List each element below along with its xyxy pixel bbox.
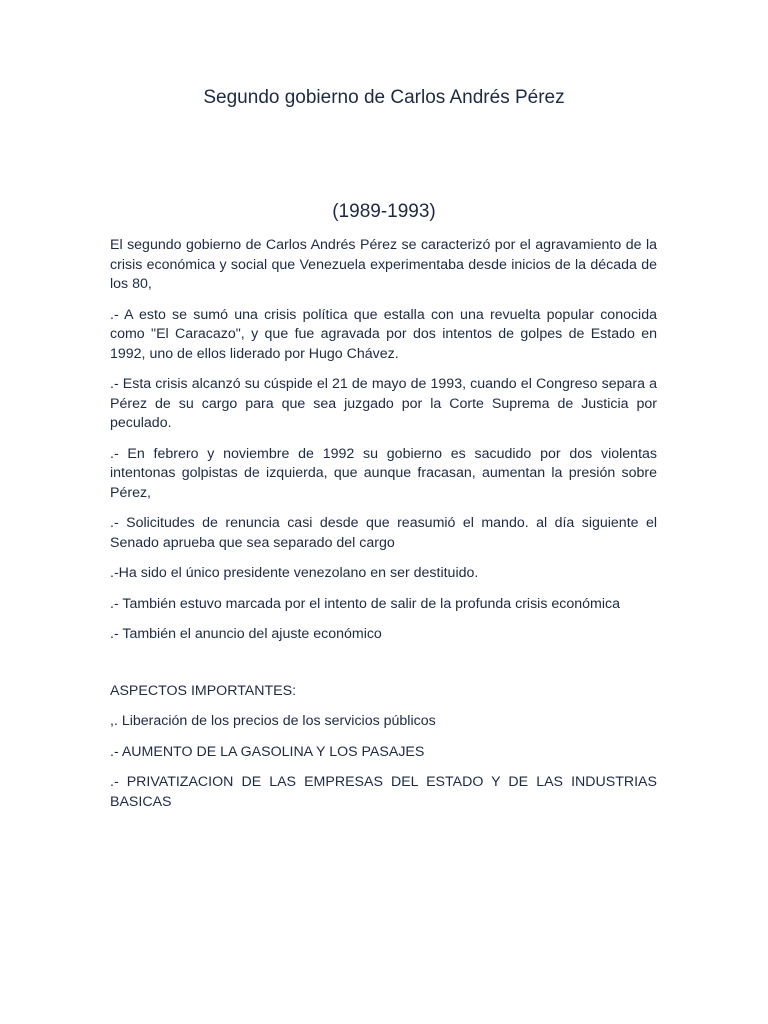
aspect-item: .- AUMENTO DE LA GASOLINA Y LOS PASAJES (110, 743, 425, 760)
document-body (110, 236, 657, 823)
paragraph-intro: El segundo gobierno de Carlos Andrés Pérez se caracterizó por el agravamiento de la crisis económica y social que Venezuela experimentaba desde inicios de la década de los 80, (110, 237, 657, 292)
paragraph-economic-crisis: .- También estuvo marcada por el intento de salir de la profunda crisis económica (110, 595, 620, 612)
aspect-item: .- PRIVATIZACION DE LAS EMPRESAS DEL ESTADO Y DE LAS INDUSTRIAS BASICAS (110, 774, 657, 810)
aspect-item: ,. Liberación de los precios de los servicios públicos (110, 713, 436, 729)
paragraph-crisis-peak: .- Esta crisis alcanzó su cúspide el 21 de mayo de 1993, cuando el Congreso separa a Pérez de su cargo para que sea juzgado por la Corte Suprema de Justicia por peculado. (110, 376, 657, 431)
paragraph-coup-attempts: .- En febrero y noviembre de 1992 su gobierno es sacudido por dos violentas intentonas golpistas de izquierda, que aunque fracasan, aumentan la presión sobre Pérez, (110, 445, 657, 501)
paragraph-resignation: .- Solicitudes de renuncia casi desde que reasumió el mando. al día siguiente el Senado aprueba que sea separado del cargo (110, 515, 657, 551)
document-years: (1989-1993) (332, 201, 436, 222)
document-title: Segundo gobierno de Carlos Andrés Pérez (203, 87, 565, 108)
section-spacer (110, 656, 657, 682)
paragraph-adjustment: .- También el anuncio del ajuste económico (110, 626, 382, 642)
paragraph-caracazo: .- A esto se sumó una crisis política que estalla con una revuelta popular conocida como "El Caracazo", y que fue agravada por dos intentos de golpes de Estado en 1992, uno de ellos liderado por Hugo Chávez. (110, 306, 657, 362)
aspects-heading: ASPECTOS IMPORTANTES: (110, 682, 297, 699)
paragraph-destituted: .-Ha sido el único presidente venezolano en ser destituido. (110, 565, 479, 581)
